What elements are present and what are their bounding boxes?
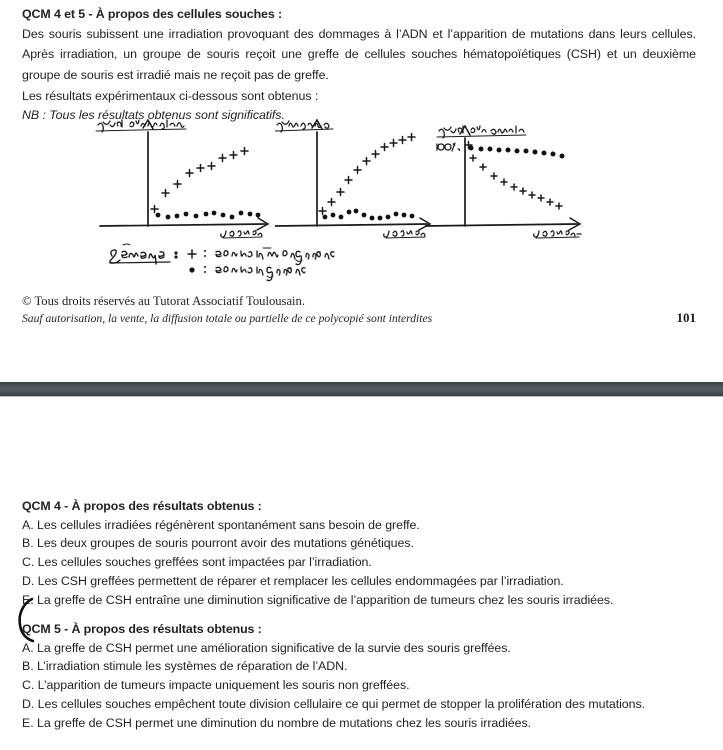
page-footer (22, 293, 696, 327)
legend-label-non-greffees (216, 248, 334, 265)
page-heading: QCM 4 et 5 - À propos des cellules souches : (22, 7, 283, 21)
results-intro-line: Les résultats expérimentaux ci-dessous sont obtenus : (22, 89, 319, 103)
qcm-4-option-c[interactable]: C. Les cellules souches greffées sont impactées par l’irradiation. (22, 555, 372, 570)
legend-colon-2 (204, 266, 206, 273)
qcm-5-title: QCM 5 - À propos des résultats obtenus : (22, 622, 262, 636)
qcm-4-option-d[interactable]: D. Les CSH greffées permettent de réparer et remplacer les cellules endommagées par l’irradiation. (22, 573, 564, 588)
legend-title-glyphs (110, 244, 177, 264)
footer-notice: Sauf autorisation, la vente, la diffusion totale ou partielle de ce polycopié sont interdites (22, 312, 433, 325)
qcm-5-option-e[interactable]: E. La greffe de CSH permet une diminution du nombre de mutations chez les souris irradiées. (22, 715, 532, 730)
legend-svg (108, 243, 368, 283)
qcm-5-option-d[interactable]: D. Les cellules souches empêchent toute division cellulaire ce qui permet de stopper la prolifération des mutations. (22, 696, 646, 711)
legend-colon-1 (204, 250, 206, 257)
footer-rights: © Tous droits réservés au Tutorat Associatif Toulousain. (22, 294, 305, 308)
qcm-4-title: QCM 4 - À propos des résultats obtenus : (22, 499, 262, 513)
survie-ytick-100 (437, 143, 460, 151)
footer-notice-row (22, 311, 696, 327)
legend-label-greffees (216, 267, 305, 281)
qcm-4-option-a[interactable]: A. Les cellules irradiées régénèrent spontanément sans besoin de greffe. (22, 517, 420, 532)
graph-survie-svg (425, 114, 645, 239)
legend-marker-dot (189, 267, 194, 272)
page-bottom-section (0, 397, 723, 750)
qcm-5-block (22, 620, 696, 732)
qcm-5-option-b[interactable]: B. L’irradiation stimule les systèmes de réparation de l’ADN. (22, 659, 348, 674)
graph-survie (425, 114, 645, 244)
qcm-5-option-c[interactable]: C. L’apparition de tumeurs impacte uniquement les souris non greffées. (22, 678, 410, 693)
graph-mutations-svg (80, 114, 280, 239)
qcm-4-option-b[interactable]: B. Les deux groupes de souris pourront avoir des mutations génétiques. (22, 536, 414, 551)
qcm-4-option-e[interactable]: E. La greffe de CSH entraîne une diminution significative de l’apparition de tumeurs chez les souris irradiées. (22, 592, 614, 607)
intro-paragraph: Des souris subissent une irradiation provoquant des dommages à l’ADN et l’apparition de mutations dans leurs cellules. Après irradiation, un groupe de souris reçoit une greffe de cellules souches hématopoïétiques (CSH) et un deuxième groupe de souris est irradié mais ne reçoit pas de greffe. (22, 27, 696, 82)
nb-note: NB : Tous les résultats obtenus sont significatifs. (22, 108, 285, 122)
qcm-5-option-a[interactable]: A. La greffe de CSH permet une amélioration significative de la survie des souris greffées. (22, 640, 511, 655)
graph-mutations (80, 114, 280, 244)
page-number: 101 (676, 310, 696, 325)
legend-marker-plus (188, 250, 196, 258)
page-separator-bar (0, 382, 723, 397)
figure-legend (108, 243, 368, 283)
qcm-4-block (22, 497, 696, 609)
